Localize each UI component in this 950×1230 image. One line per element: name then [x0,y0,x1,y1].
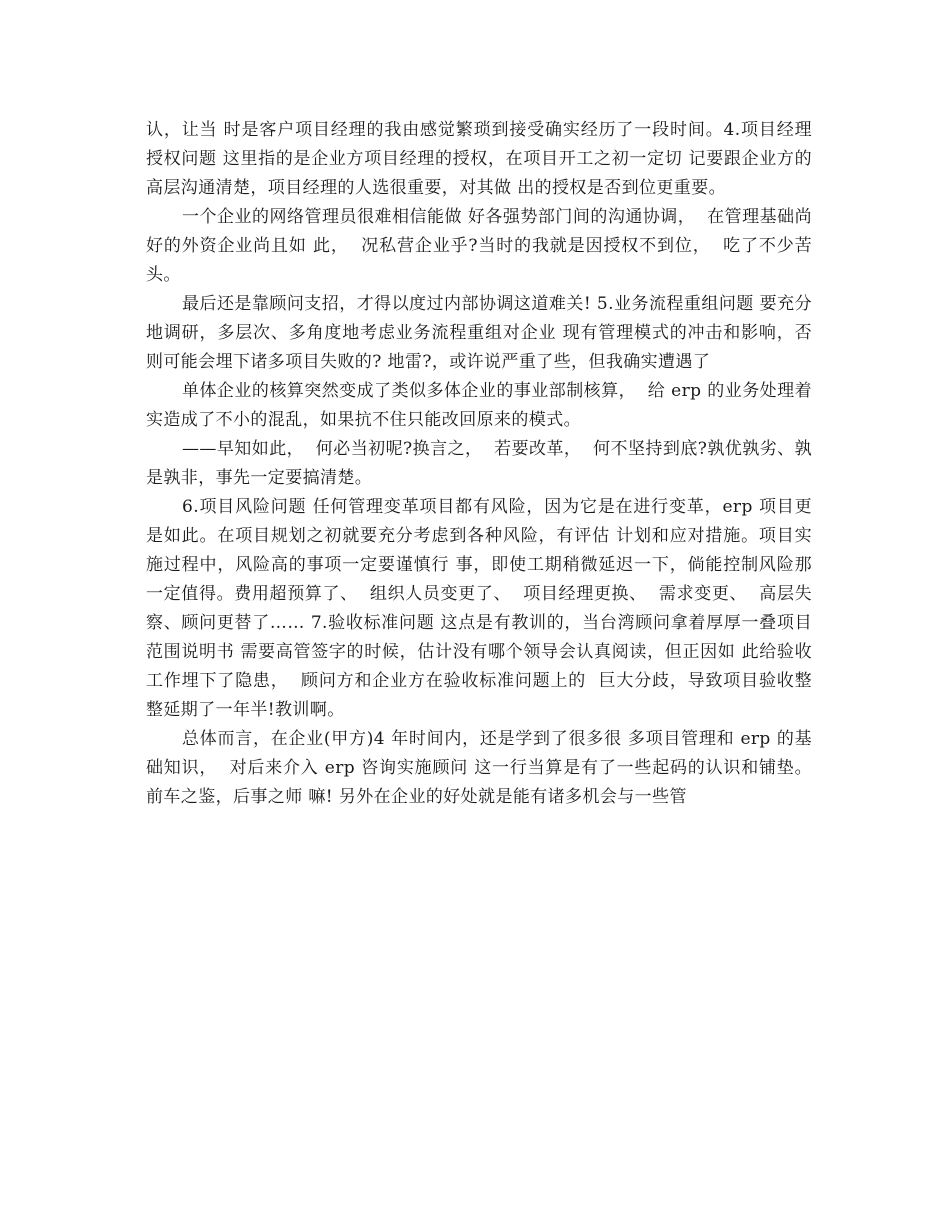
paragraph-1: 认，让当 时是客户项目经理的我由感觉繁琐到接受确实经历了一段时间。4.项目经理授权问题 这里指的是企业方项目经理的授权，在项目开工之初一定切 记要跟企业方的高层沟通清楚，项目经理的人选很重要，对其做 出的授权是否到位更重要。 [146,120,812,198]
paragraph-5: ——早知如此， 何必当初呢?换言之， 若要改革， 何不坚持到底?孰优孰劣、孰是孰非，事先一定要搞清楚。 [146,439,812,488]
paragraph-6: 6.项目风险问题 任何管理变革项目都有风险，因为它是在进行变革，erp 项目更是如此。在项目规划之初就要充分考虑到各种风险，有评估 计划和应对措施。项目实施过程中，风险高的事项一定要谨慎行 事，即使工期稍微延迟一下，倘能控制风险那一定值得。费用超预算了、 组织人员变更了、 项目经理更换、 需求变更、 高层失察、顾问更替了…… 7.验收标准问题 这点是有教训的，当台湾顾问拿着厚厚一叠项目范围说明书 需要高管签字的时候，估计没有哪个领导会认真阅读，但正因如 此给验收工作埋下了隐患， 顾问方和企业方在验收标准问题上的 巨大分歧，导致项目验收整整延期了一年半!教训啊。 [146,497,812,720]
paragraph-3: 最后还是靠顾问支招，才得以度过内部协调这道难关! 5.业务流程重组问题 要充分地调研，多层次、多角度地考虑业务流程重组对企业 现有管理模式的冲击和影响，否则可能会埋下诸多项目失败的? 地雷?，或许说严重了些，但我确实遭遇了 [146,294,812,372]
paragraph-7: 总体而言，在企业(甲方)4 年时间内，还是学到了很多很 多项目管理和 erp 的基础知识， 对后来介入 erp 咨询实施顾问 这一行当算是有了一些起码的认识和铺垫。前车之鉴，后事之师 嘛! 另外在企业的好处就是能有诸多机会与一些管 [146,729,812,807]
document-page [146,116,812,812]
paragraph-2: 一个企业的网络管理员很难相信能做 好各强势部门间的沟通协调， 在管理基础尚好的外资企业尚且如 此， 况私营企业乎?当时的我就是因授权不到位， 吃了不少苦头。 [146,207,812,285]
paragraph-4: 单体企业的核算突然变成了类似多体企业的事业部制核算， 给 erp 的业务处理着实造成了不小的混乱，如果抗不住只能改回原来的模式。 [146,381,812,430]
